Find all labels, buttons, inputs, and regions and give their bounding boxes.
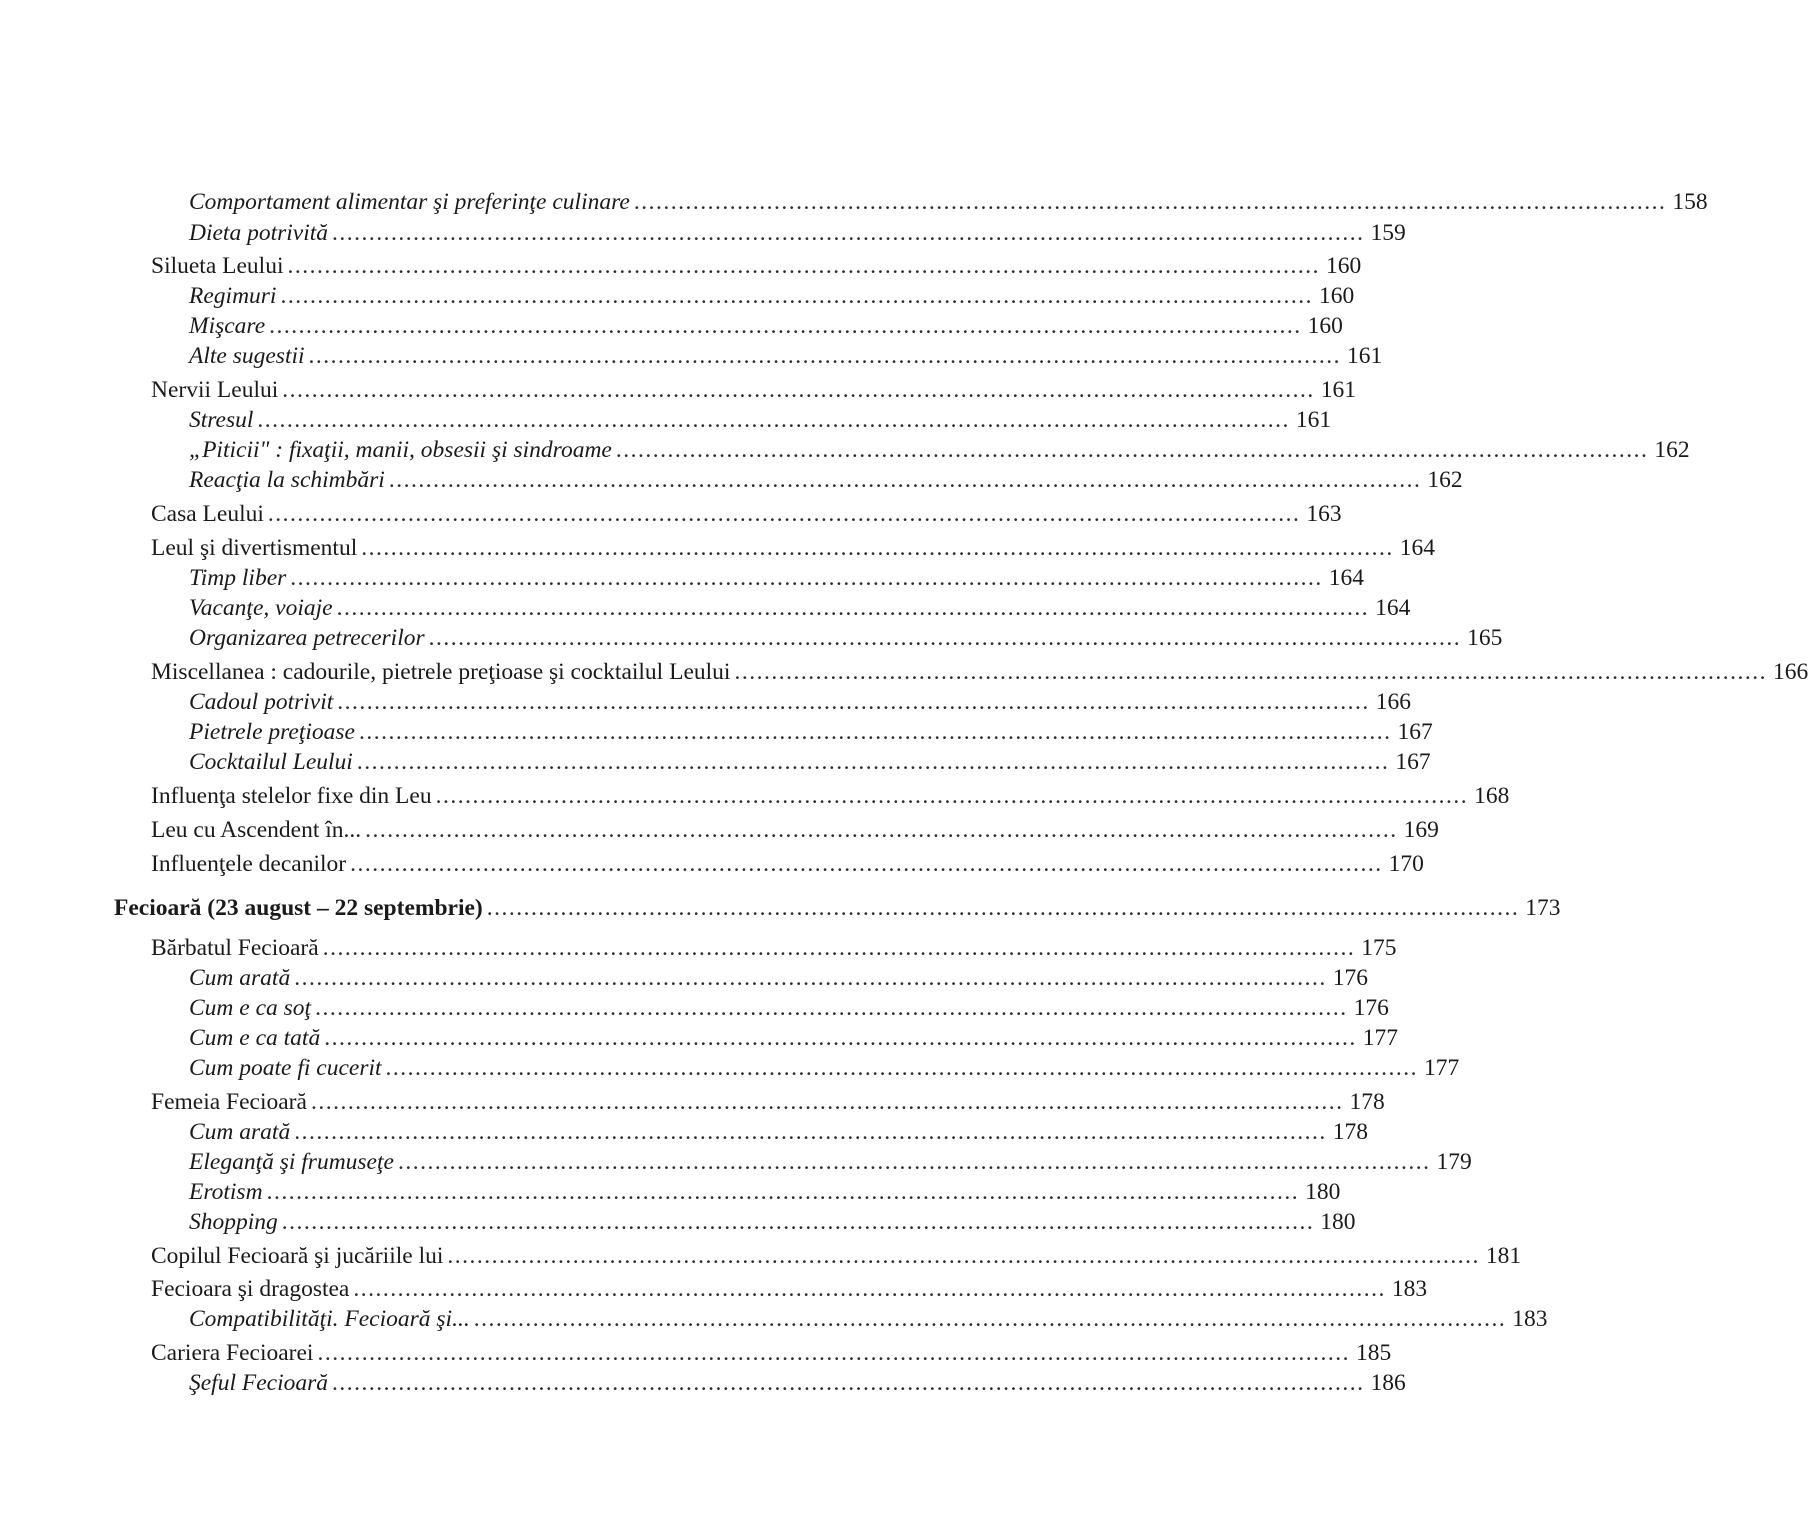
toc-entry-title: Cum arată — [189, 965, 291, 991]
dot-leader: ............................................................................................................................................ — [633, 189, 1667, 215]
toc-entry-title: Cadoul potrivit — [189, 689, 334, 715]
dot-leader: ............................................................................................................................................ — [322, 935, 1356, 961]
toc-entry-page: 166 — [1772, 659, 1808, 685]
dot-leader: ............................................................................................................................................ — [350, 851, 1383, 877]
toc-entry-title: Timp liber — [189, 565, 287, 591]
toc-entry-page: 183 — [1512, 1306, 1548, 1332]
toc-entry-title: Femeia Fecioară — [151, 1089, 307, 1115]
dot-leader: ............................................................................................................................................ — [615, 437, 1649, 463]
toc-entry-page: 180 — [1305, 1179, 1341, 1205]
toc-entry-page: 177 — [1424, 1055, 1460, 1081]
toc-entry-page: 164 — [1375, 595, 1411, 621]
dot-leader: ............................................................................................................................................ — [310, 1089, 1344, 1115]
dot-leader: ............................................................................................................................................ — [324, 1025, 1357, 1051]
toc-entry-title: Reacţia la schimbări — [189, 467, 385, 493]
toc-entry-page: 180 — [1320, 1209, 1356, 1235]
toc-entry-title: Copilul Fecioară şi jucăriile lui — [151, 1243, 444, 1269]
toc-entry-page: 181 — [1485, 1243, 1522, 1269]
dot-leader: ............................................................................................................................................ — [385, 1055, 1419, 1081]
toc-chapter-title: Fecioară (23 august – 22 septembrie) — [114, 895, 483, 921]
dot-leader: ............................................................................................................................................ — [365, 817, 1398, 843]
toc-entry — [151, 815, 1439, 845]
dot-leader: ............................................................................................................................................ — [361, 535, 1394, 561]
toc-entry-title: Eleganţă şi frumuseţe — [189, 1149, 394, 1175]
dot-leader: ............................................................................................................................................ — [332, 1370, 1365, 1396]
toc-entry-page: 176 — [1332, 965, 1368, 991]
dot-leader: ............................................................................................................................................ — [282, 377, 1315, 403]
dot-leader: ............................................................................................................................................ — [353, 1276, 1386, 1302]
toc-entry-page: 159 — [1370, 220, 1406, 246]
toc-entry-title: Silueta Leului — [151, 253, 284, 279]
toc-entry-page: 163 — [1306, 501, 1342, 527]
toc-entry-page: 162 — [1654, 437, 1690, 463]
dot-leader: ............................................................................................................................................ — [358, 719, 1392, 745]
toc-entry — [189, 1207, 1356, 1237]
toc-chapter — [114, 893, 1561, 923]
toc-entry-page: 168 — [1474, 783, 1510, 809]
toc-entry — [189, 687, 1412, 717]
toc-entry — [189, 1177, 1341, 1207]
dot-leader: ............................................................................................................................................ — [473, 1306, 1507, 1332]
toc-entry-page: 178 — [1349, 1089, 1385, 1115]
dot-leader: ............................................................................................................................................ — [332, 220, 1365, 246]
toc-entry — [151, 1241, 1522, 1271]
toc-entry-title: Leul şi divertismentul — [151, 535, 358, 561]
toc-entry — [189, 187, 1708, 217]
toc-entry-title: Shopping — [189, 1209, 278, 1235]
dot-leader: ............................................................................................................................................ — [734, 659, 1767, 685]
dot-leader: ............................................................................................................................................ — [337, 689, 1370, 715]
toc-entry-title: Miscellanea : cadourile, pietrele preţioase şi cocktailul Leului — [151, 659, 731, 685]
toc-entry-page: 160 — [1307, 313, 1343, 339]
toc-entry-title: Nervii Leului — [151, 377, 279, 403]
toc-entry — [189, 1053, 1460, 1083]
toc-entry — [151, 657, 1808, 687]
toc-entry — [189, 218, 1406, 248]
toc-entry-title: Dieta potrivită — [189, 220, 329, 246]
toc-entry-page: 175 — [1361, 935, 1397, 961]
toc-entry-title: Cum arată — [189, 1119, 291, 1145]
toc-entry — [189, 623, 1503, 653]
dot-leader: ............................................................................................................................................ — [266, 1179, 1300, 1205]
toc-entry-page: 161 — [1320, 377, 1357, 403]
toc-entry — [189, 993, 1389, 1023]
toc-entry-title: Stresul — [189, 407, 254, 433]
dot-leader: ............................................................................................................................................ — [308, 343, 1342, 369]
toc-entry-page: 160 — [1326, 253, 1362, 279]
toc-entry — [189, 1147, 1472, 1177]
toc-entry-title: Pietrele preţioase — [189, 719, 355, 745]
toc-entry — [189, 281, 1355, 311]
toc-entry — [151, 375, 1357, 405]
dot-leader: ............................................................................................................................................ — [290, 565, 1323, 591]
dot-leader: ............................................................................................................................................ — [486, 895, 1520, 921]
toc-entry — [151, 1274, 1428, 1304]
toc-entry-page: 178 — [1332, 1119, 1368, 1145]
dot-leader: ............................................................................................................................................ — [388, 467, 1422, 493]
toc-entry-title: Şeful Fecioară — [189, 1370, 329, 1396]
toc-entry-page: 185 — [1355, 1340, 1392, 1366]
toc-entry-page: 186 — [1370, 1370, 1406, 1396]
toc-entry-page: 160 — [1318, 283, 1355, 309]
toc-entry-title: Cum e ca soţ — [189, 995, 312, 1021]
toc-entry — [189, 311, 1343, 341]
dot-leader: ............................................................................................................................................ — [397, 1149, 1431, 1175]
toc-entry — [189, 1304, 1548, 1334]
toc-entry-title: Compatibilităţi. Fecioară şi... — [189, 1306, 470, 1332]
toc-entry-page: 173 — [1525, 895, 1561, 921]
toc-entry — [189, 563, 1365, 593]
toc-entry — [151, 1338, 1392, 1368]
toc-entry-title: Cocktailul Leului — [189, 749, 353, 775]
dot-leader: ............................................................................................................................................ — [280, 283, 1313, 309]
toc-entry — [189, 1368, 1406, 1398]
toc-entry-title: Erotism — [189, 1179, 263, 1205]
toc-entry — [189, 465, 1463, 495]
toc-entry — [151, 533, 1435, 563]
toc-entry-title: „Piticii" : fixaţii, manii, obsesii şi sindroame — [189, 437, 612, 463]
toc-entry-title: Cum poate fi cucerit — [189, 1055, 382, 1081]
toc-entry-title: Alte sugestii — [189, 343, 305, 369]
toc-entry-page: 161 — [1347, 343, 1383, 369]
dot-leader: ............................................................................................................................................ — [447, 1243, 1480, 1269]
toc-entry — [151, 251, 1362, 281]
toc-entry — [151, 499, 1342, 529]
dot-leader: ............................................................................................................................................ — [428, 625, 1462, 651]
dot-leader: ............................................................................................................................................ — [294, 965, 1327, 991]
dot-leader: ............................................................................................................................................ — [257, 407, 1290, 433]
dot-leader: ............................................................................................................................................ — [336, 595, 1370, 621]
toc-entry — [151, 781, 1510, 811]
toc-entry — [189, 435, 1690, 465]
dot-leader: ............................................................................................................................................ — [356, 749, 1390, 775]
toc-entry-title: Cum e ca tată — [189, 1025, 321, 1051]
toc-entry-page: 176 — [1353, 995, 1389, 1021]
toc-entry-title: Cariera Fecioarei — [151, 1340, 314, 1366]
toc-entry-title: Casa Leului — [151, 501, 264, 527]
dot-leader: ............................................................................................................................................ — [281, 1209, 1315, 1235]
toc-entry — [189, 1023, 1398, 1053]
toc-entry-page: 165 — [1467, 625, 1503, 651]
toc-entry-title: Mişcare — [189, 313, 266, 339]
toc-entry-page: 183 — [1391, 1276, 1428, 1302]
dot-leader: ............................................................................................................................................ — [317, 1340, 1350, 1366]
toc-entry-page: 158 — [1672, 189, 1708, 215]
dot-leader: ............................................................................................................................................ — [267, 501, 1301, 527]
toc-entry-title: Bărbatul Fecioară — [151, 935, 319, 961]
toc-entry-page: 167 — [1395, 749, 1431, 775]
toc-entry-page: 177 — [1362, 1025, 1398, 1051]
toc-entry — [189, 405, 1332, 435]
toc-entry — [151, 1087, 1385, 1117]
dot-leader: ............................................................................................................................................ — [435, 783, 1469, 809]
toc-entry-page: 164 — [1399, 535, 1435, 561]
dot-leader: ............................................................................................................................................ — [315, 995, 1348, 1021]
toc-entry-page: 169 — [1403, 817, 1439, 843]
toc-entry — [189, 341, 1383, 371]
toc-entry-page: 179 — [1436, 1149, 1472, 1175]
toc-entry-title: Leu cu Ascendent în... — [151, 817, 362, 843]
toc-entry — [189, 593, 1411, 623]
toc-entry-title: Influenţele decanilor — [151, 851, 347, 877]
toc-entry-page: 162 — [1427, 467, 1463, 493]
toc-entry-page: 167 — [1397, 719, 1433, 745]
dot-leader: ............................................................................................................................................ — [294, 1119, 1327, 1145]
toc-entry-title: Influenţa stelelor fixe din Leu — [151, 783, 432, 809]
dot-leader: ............................................................................................................................................ — [269, 313, 1302, 339]
toc-entry — [189, 963, 1368, 993]
toc-entry — [189, 747, 1431, 777]
toc-entry-page: 166 — [1375, 689, 1412, 715]
toc-entry — [189, 1117, 1368, 1147]
toc-entry-page: 161 — [1295, 407, 1332, 433]
toc-entry-page: 164 — [1328, 565, 1365, 591]
toc-entry-title: Organizarea petrecerilor — [189, 625, 425, 651]
toc-entry — [189, 717, 1433, 747]
toc-entry-title: Vacanţe, voiaje — [189, 595, 333, 621]
toc-entry-title: Fecioara şi dragostea — [151, 1276, 350, 1302]
toc-entry — [151, 933, 1397, 963]
toc-entry-page: 170 — [1388, 851, 1424, 877]
toc-entry-title: Regimuri — [189, 283, 277, 309]
toc-entry-title: Comportament alimentar şi preferinţe culinare — [189, 189, 630, 215]
dot-leader: ............................................................................................................................................ — [287, 253, 1320, 279]
toc-entry — [151, 849, 1424, 879]
